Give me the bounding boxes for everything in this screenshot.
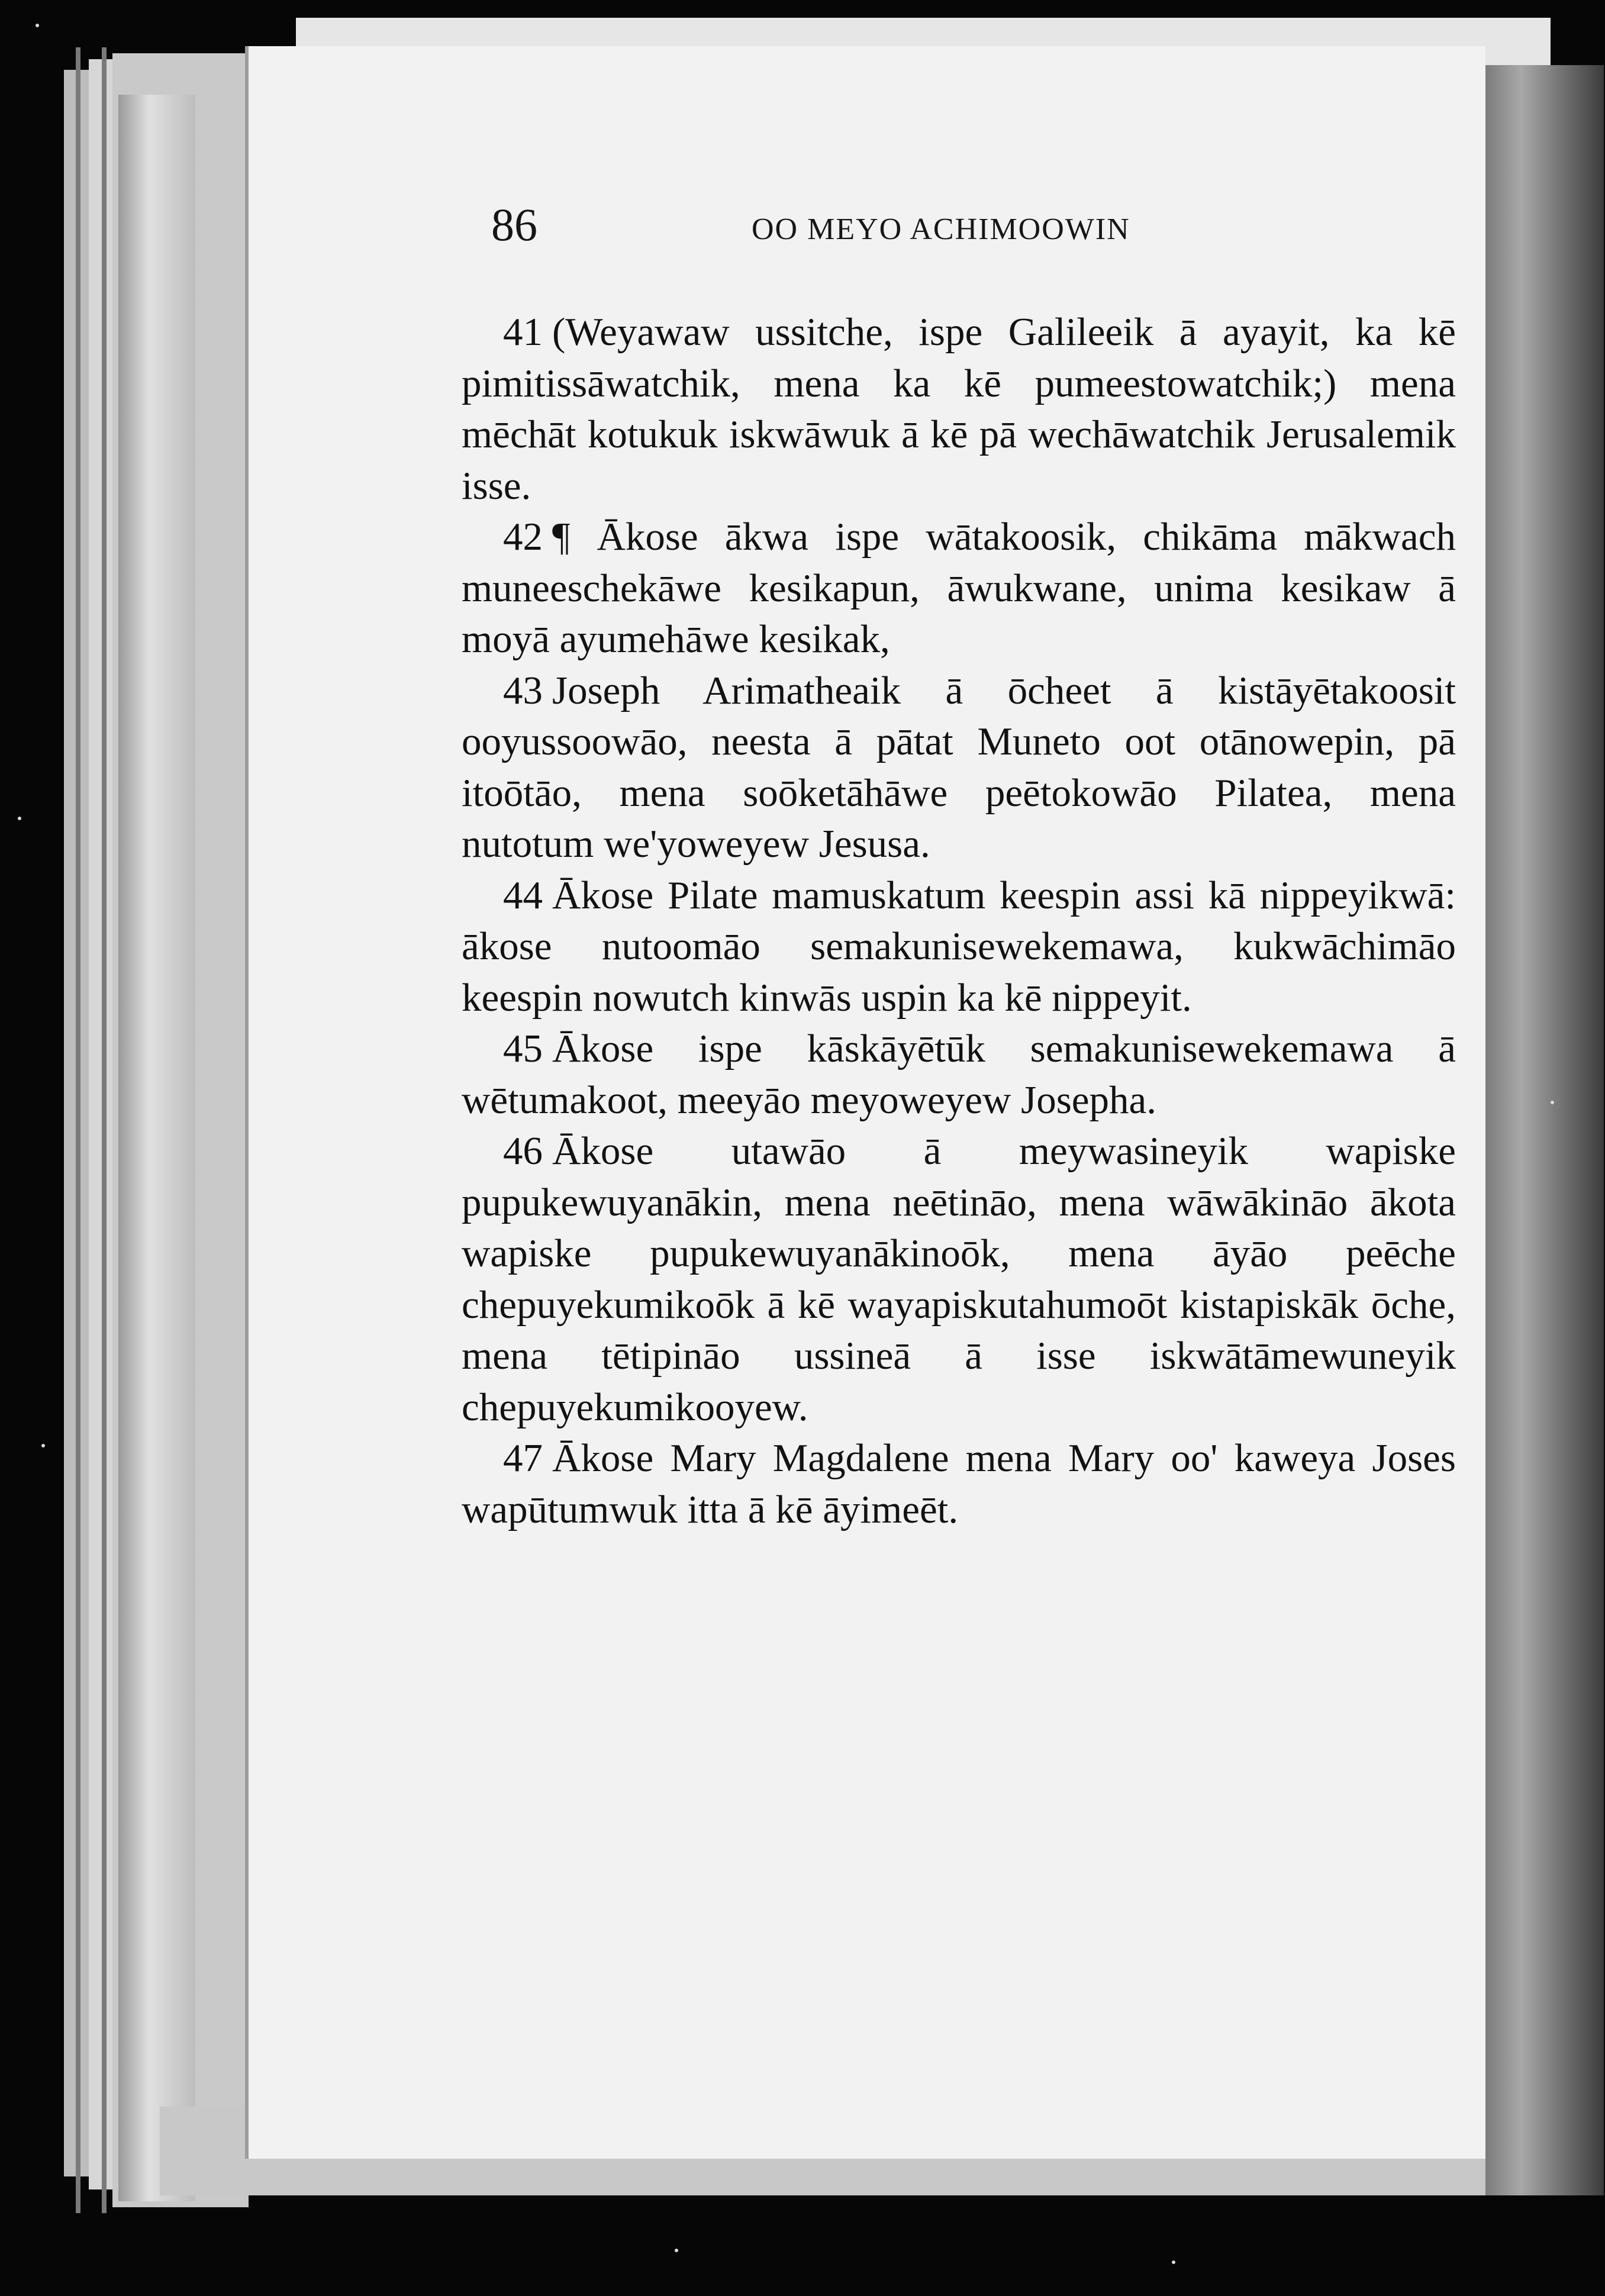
verse-text: Ākose Mary Magdalene mena Mary oo' kaweya Joses wapūtumwuk itta ā kē āyimeēt. (462, 1436, 1456, 1531)
page-header (491, 195, 1379, 272)
verse-text: Ākose utawāo ā meywasineyik wapiske pupukewuyanākin, mena neētināo, mena wāwākināo ākota wapiske pupukewuyanākinoōk, mena āyāo peēche chepuyekumikoōk ā kē wayapiskutahumoōt kistapiskāk ōche, mena tētipināo ussineā ā isse iskwātāmewuneyik chepuyekumikooyew. (462, 1129, 1456, 1429)
page-edge-line (76, 47, 80, 2213)
book-gutter (118, 95, 195, 2201)
page-edge-line (102, 47, 107, 2213)
right-page-shadow (1485, 65, 1604, 2195)
verse-text: (Weyawaw ussitche, ispe Galileeik ā ayayit, ka kē pimitissāwatchik, mena ka kē pumeestowatchik;) mena mēchāt kotukuk iskwāwuk ā kē pā wechāwatchik Jerusalemik isse. (462, 310, 1456, 508)
verse-number: 46 (503, 1129, 543, 1173)
verse-45 (462, 1023, 1456, 1126)
verse-number: 41 (503, 310, 543, 354)
scan-speck (675, 2249, 678, 2252)
verse-text-block (462, 307, 1456, 1535)
scan-speck (1551, 1101, 1554, 1104)
verse-number: 47 (503, 1436, 543, 1480)
verse-43 (462, 665, 1456, 870)
verse-number: 44 (503, 873, 543, 917)
verse-text: Ākose Pilate mamuskatum keespin assi kā nippeyikwā: ākose nutoomāo semakunisewekemawa, kukwāchimāo keespin nowutch kinwās uspin ka kē nippeyit. (462, 873, 1456, 1020)
verse-46 (462, 1126, 1456, 1433)
verse-44 (462, 870, 1456, 1024)
scan-speck (1172, 2260, 1175, 2264)
running-head: OO MEYO ACHIMOOWIN (752, 212, 1130, 246)
verse-41 (462, 307, 1456, 511)
verse-text: ¶ Ākose ākwa ispe wātakoosik, chikāma mākwach muneeschekāwe kesikapun, āwukwane, unima kesikaw ā moyā ayumehāwe kesikak, (462, 515, 1456, 661)
verse-number: 42 (503, 515, 543, 559)
verse-42 (462, 511, 1456, 665)
verse-text: Joseph Arimatheaik ā ōcheet ā kistāyētakoosit ooyussoowāo, neesta ā pātat Muneto oot otānowepin, pā itoōtāo, mena soōketāhāwe peētokowāo Pilatea, mena nutotum we'yoweyew Jesusa. (462, 668, 1456, 866)
scan-speck (18, 817, 21, 820)
verse-number: 45 (503, 1027, 543, 1070)
verse-text: Ākose ispe kāskāyētūk semakunisewekemawa ā wētumakoot, meeyāo meyoweyew Josepha. (462, 1027, 1456, 1122)
verse-number: 43 (503, 668, 543, 712)
page-number: 86 (491, 199, 537, 250)
scan-speck (36, 24, 39, 27)
verse-47 (462, 1433, 1456, 1535)
scan-speck (41, 1444, 45, 1447)
